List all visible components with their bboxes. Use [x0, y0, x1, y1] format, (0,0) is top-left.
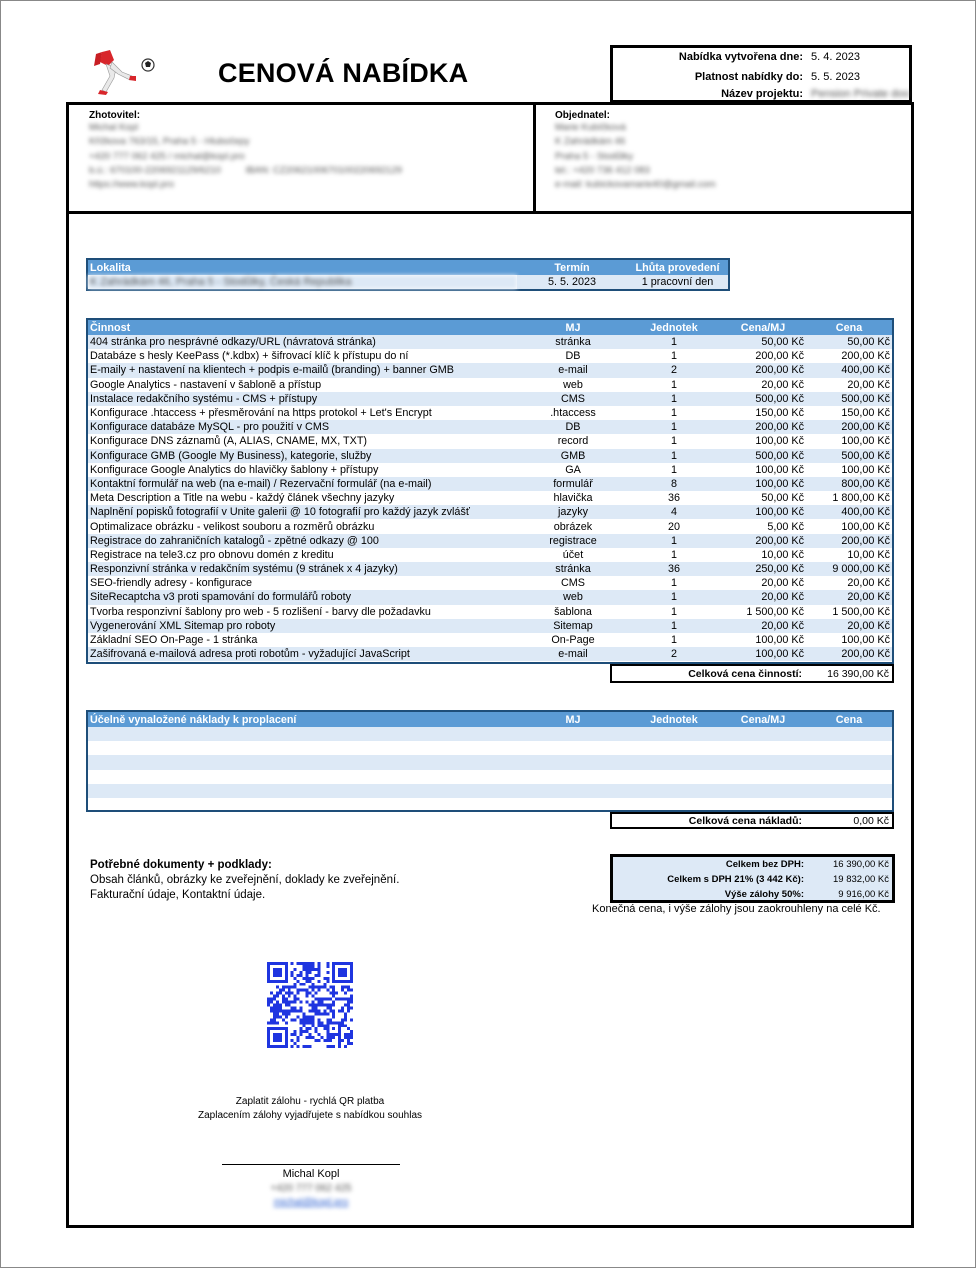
- activity-name: Optimalizace obrázku - velikost souboru a rozměrů obrázku: [88, 519, 518, 533]
- activities-header-unit: MJ: [518, 320, 628, 335]
- activity-qty: 1: [628, 420, 720, 434]
- contractor-heading: Zhotovitel:: [89, 110, 141, 121]
- customer-city: Praha 5 - Stodůlky: [555, 150, 634, 162]
- activity-unit: record: [518, 434, 628, 448]
- location-place: K Zahrádkám 46, Praha 5 - Stodůlky, Česká Republika: [87, 275, 517, 290]
- activity-row: [88, 378, 892, 392]
- costs-header-price: Cena: [806, 712, 892, 727]
- activity-price: 20,00 Kč: [806, 590, 892, 604]
- activity-unit-price: 50,00 Kč: [720, 491, 806, 505]
- document-title: CENOVÁ NABÍDKA: [218, 58, 469, 88]
- costs-empty-row: [88, 784, 892, 798]
- activity-unit-price: 100,00 Kč: [720, 463, 806, 477]
- project-label: Název projektu:: [721, 88, 803, 100]
- activity-unit-price: 200,00 Kč: [720, 349, 806, 363]
- activity-unit-price: 100,00 Kč: [720, 633, 806, 647]
- costs-total-box: [610, 812, 894, 829]
- valid-label: Platnost nabídky do:: [694, 71, 803, 83]
- activity-qty: 1: [628, 534, 720, 548]
- activity-unit-price: 10,00 Kč: [720, 548, 806, 562]
- activity-price: 100,00 Kč: [806, 463, 892, 477]
- activity-row: [88, 647, 892, 661]
- activity-unit-price: 200,00 Kč: [720, 363, 806, 377]
- activity-unit-price: 5,00 Kč: [720, 519, 806, 533]
- summary-deposit-value: 9 916,00 Kč: [838, 889, 889, 900]
- activity-name: Kontaktní formulář na web (na e-mail) / Rezervační formulář (na e-mail): [88, 477, 518, 491]
- activity-unit: stránka: [518, 335, 628, 349]
- activity-row: [88, 633, 892, 647]
- activity-name: Meta Description a Title na webu - každý článek všechny jazyky: [88, 491, 518, 505]
- activity-row: [88, 335, 892, 349]
- costs-total-value: 0,00 Kč: [853, 815, 889, 827]
- activity-unit: formulář: [518, 477, 628, 491]
- activity-unit-price: 1 500,00 Kč: [720, 605, 806, 619]
- activity-name: Konfigurace Google Analytics do hlavičky šablony + přístupy: [88, 463, 518, 477]
- activity-qty: 1: [628, 633, 720, 647]
- parties-bottom-line: [66, 211, 914, 214]
- activity-name: Naplnění popisků fotografií v Unite galerii @ 10 fotografií pro každý jazyk zvlášť: [88, 505, 518, 519]
- activity-name: 404 stránka pro nesprávné odkazy/URL (návratová stránka): [88, 335, 518, 349]
- signature-block: [222, 1168, 400, 1208]
- activity-unit-price: 20,00 Kč: [720, 378, 806, 392]
- activity-price: 9 000,00 Kč: [806, 562, 892, 576]
- location-term: 5. 5. 2023: [517, 275, 627, 290]
- location-header-deadline: Lhůta provedení: [627, 259, 729, 275]
- activities-total-box: [610, 664, 894, 683]
- summary-without-vat-value: 16 390,00 Kč: [833, 859, 889, 870]
- activity-unit-price: 100,00 Kč: [720, 647, 806, 661]
- customer-block: [555, 110, 716, 192]
- activity-row: [88, 392, 892, 406]
- activity-price: 100,00 Kč: [806, 633, 892, 647]
- activity-name: Registrace na tele3.cz pro obnovu domén z kreditu: [88, 548, 518, 562]
- activity-unit-price: 20,00 Kč: [720, 590, 806, 604]
- created-label: Nabídka vytvořena dne:: [678, 51, 803, 63]
- activity-name: Zašifrovaná e-mailová adresa proti robotům - vyžadující JavaScript: [88, 647, 518, 661]
- activity-price: 800,00 Kč: [806, 477, 892, 491]
- payment-qr-code[interactable]: [264, 962, 356, 1048]
- customer-email: e-mail: kubickovamarie40@gmail.com: [555, 179, 716, 191]
- activity-qty: 1: [628, 406, 720, 420]
- activity-qty: 1: [628, 463, 720, 477]
- activity-price: 400,00 Kč: [806, 363, 892, 377]
- activity-price: 200,00 Kč: [806, 647, 892, 661]
- activity-qty: 1: [628, 590, 720, 604]
- activity-name: Registrace do zahraničních katalogů - zpětné odkazy @ 100: [88, 534, 518, 548]
- activity-qty: 36: [628, 491, 720, 505]
- activities-header-name: Činnost: [88, 320, 518, 335]
- activities-total-value: 16 390,00 Kč: [827, 668, 889, 680]
- activity-price: 150,00 Kč: [806, 406, 892, 420]
- costs-empty-row: [88, 727, 892, 741]
- summary-without-vat-label: Celkem bez DPH:: [725, 859, 804, 870]
- activity-price: 50,00 Kč: [806, 335, 892, 349]
- activity-unit-price: 500,00 Kč: [720, 449, 806, 463]
- project-value: Pension Private doo: [811, 88, 910, 100]
- offer-meta-box: [610, 45, 912, 103]
- costs-table: [88, 712, 892, 798]
- activity-row: [88, 434, 892, 448]
- activity-row: [88, 477, 892, 491]
- activity-price: 200,00 Kč: [806, 349, 892, 363]
- activity-name: Tvorba responzivní šablony pro web - 5 rozlišení - barvy dle požadavku: [88, 605, 518, 619]
- contractor-bank: b.ú.: 670100-2206921129/6210: [89, 164, 221, 176]
- activity-unit: DB: [518, 420, 628, 434]
- costs-empty-row: [88, 755, 892, 769]
- qr-payment-text: Zaplatit zálohu - rychlá QR platba: [235, 1096, 385, 1107]
- activity-price: 200,00 Kč: [806, 534, 892, 548]
- activity-name: Základní SEO On-Page - 1 stránka: [88, 633, 518, 647]
- activity-unit: šablona: [518, 605, 628, 619]
- activity-unit: On-Page: [518, 633, 628, 647]
- activities-header-qty: Jednotek: [628, 320, 720, 335]
- activity-name: Databáze s hesly KeePass (*.kdbx) + šifrovací klíč k přístupu do ní: [88, 349, 518, 363]
- contractor-block: [89, 110, 402, 192]
- football-player-logo: [88, 46, 160, 96]
- documents-heading: Potřebné dokumenty + podklady:: [90, 859, 272, 871]
- activity-qty: 8: [628, 477, 720, 491]
- activity-row: [88, 562, 892, 576]
- activity-qty: 4: [628, 505, 720, 519]
- customer-phone: tel.: +420 736 412 083: [555, 164, 650, 176]
- activity-name: Instalace redakčního systému - CMS + přístupy: [88, 392, 518, 406]
- activity-row: [88, 590, 892, 604]
- activity-unit-price: 200,00 Kč: [720, 534, 806, 548]
- activity-name: Konfigurace .htaccess + přesměrování na https protokol + Let's Encrypt: [88, 406, 518, 420]
- activity-row: [88, 619, 892, 633]
- location-deadline: 1 pracovní den: [627, 275, 729, 290]
- activity-row: [88, 491, 892, 505]
- summary-with-vat-value: 19 832,00 Kč: [833, 874, 889, 885]
- activities-total-label: Celková cena činností:: [688, 668, 802, 680]
- activity-qty: 1: [628, 449, 720, 463]
- activity-price: 10,00 Kč: [806, 548, 892, 562]
- summary-deposit-label: Výše zálohy 50%:: [724, 889, 804, 900]
- rounding-note: Konečná cena, i výše zálohy jsou zaokrouhleny na celé Kč.: [592, 903, 881, 915]
- activity-unit: hlavička: [518, 491, 628, 505]
- activity-unit: jazyky: [518, 505, 628, 519]
- activity-name: Responzivní stránka v redakčním systému (9 stránek x 4 jazyky): [88, 562, 518, 576]
- activity-name: Konfigurace DNS záznamů (A, ALIAS, CNAME, MX, TXT): [88, 434, 518, 448]
- contractor-name: Michal Kopl: [89, 122, 139, 133]
- costs-header-unit: MJ: [518, 712, 628, 727]
- signature-phone: +420 777 062 425: [270, 1183, 352, 1194]
- activity-unit-price: 500,00 Kč: [720, 392, 806, 406]
- deposit-consent-text: Zaplacením zálohy vyjadřujete s nabídkou souhlas: [197, 1110, 423, 1121]
- documents-line-1: Obsah článků, obrázky ke zveřejnění, doklady ke zveřejnění.: [90, 874, 400, 886]
- activity-unit: stránka: [518, 562, 628, 576]
- price-summary-box: [610, 854, 895, 903]
- contractor-web: https://www.kopl.pro: [89, 179, 175, 191]
- summary-with-vat-label: Celkem s DPH 21% (3 442 Kč):: [667, 874, 804, 885]
- activity-unit: .htaccess: [518, 406, 628, 420]
- activities-header-price: Cena: [806, 320, 892, 335]
- activity-row: [88, 519, 892, 533]
- activity-qty: 1: [628, 619, 720, 633]
- costs-header-name: Účelně vynaložené náklady k proplacení: [88, 712, 518, 727]
- activity-qty: 1: [628, 378, 720, 392]
- contractor-bank-row: [89, 164, 402, 178]
- activity-row: [88, 420, 892, 434]
- location-table: [86, 258, 730, 291]
- activities-header-unit-price: Cena/MJ: [720, 320, 806, 335]
- customer-heading: Objednatel:: [555, 110, 611, 121]
- activity-qty: 2: [628, 647, 720, 661]
- activity-row: [88, 406, 892, 420]
- costs-header-unit-price: Cena/MJ: [720, 712, 806, 727]
- activity-unit-price: 250,00 Kč: [720, 562, 806, 576]
- activity-qty: 36: [628, 562, 720, 576]
- created-value: 5. 4. 2023: [811, 51, 860, 63]
- location-header-term: Termín: [517, 259, 627, 275]
- activity-qty: 1: [628, 576, 720, 590]
- costs-empty-row: [88, 770, 892, 784]
- signature-email[interactable]: michal@kopl.pro: [273, 1197, 349, 1208]
- activity-unit: GA: [518, 463, 628, 477]
- activities-table: [88, 320, 892, 661]
- activity-name: Vygenerování XML Sitemap pro roboty: [88, 619, 518, 633]
- activity-name: SiteRecaptcha v3 proti spamování do formulářů roboty: [88, 590, 518, 604]
- activity-price: 200,00 Kč: [806, 420, 892, 434]
- activity-qty: 1: [628, 548, 720, 562]
- activity-row: [88, 505, 892, 519]
- activity-unit: registrace: [518, 534, 628, 548]
- activity-unit-price: 100,00 Kč: [720, 505, 806, 519]
- valid-value: 5. 5. 2023: [811, 71, 860, 83]
- customer-street: K Zahrádkám 46: [555, 136, 626, 148]
- activity-price: 20,00 Kč: [806, 619, 892, 633]
- signature-name: Michal Kopl: [282, 1168, 340, 1180]
- activity-unit: e-mail: [518, 363, 628, 377]
- contractor-address: Křížkova 763/15, Praha 5 - Hlubočepy: [89, 136, 250, 148]
- location-header-place: Lokalita: [87, 259, 517, 275]
- activity-price: 500,00 Kč: [806, 449, 892, 463]
- activity-qty: 1: [628, 434, 720, 448]
- signature-line: [222, 1164, 400, 1165]
- activity-name: E-maily + nastavení na klientech + podpis e-mailů (branding) + banner GMB: [88, 363, 518, 377]
- costs-empty-row: [88, 741, 892, 755]
- activity-unit: obrázek: [518, 519, 628, 533]
- activity-row: [88, 449, 892, 463]
- activity-unit: účet: [518, 548, 628, 562]
- activity-name: SEO-friendly adresy - konfigurace: [88, 576, 518, 590]
- activity-row: [88, 576, 892, 590]
- customer-name: Marie Kubíčková: [555, 122, 626, 133]
- activity-unit: web: [518, 378, 628, 392]
- summary-with-vat-row: [613, 874, 892, 888]
- activity-qty: 1: [628, 349, 720, 363]
- activity-row: [88, 548, 892, 562]
- activity-price: 1 500,00 Kč: [806, 605, 892, 619]
- activity-unit: GMB: [518, 449, 628, 463]
- activity-unit: DB: [518, 349, 628, 363]
- activity-unit-price: 50,00 Kč: [720, 335, 806, 349]
- costs-total-label: Celková cena nákladů:: [688, 815, 802, 827]
- activity-name: Google Analytics - nastavení v šabloně a přístup: [88, 378, 518, 392]
- activity-unit-price: 100,00 Kč: [720, 477, 806, 491]
- activity-unit-price: 20,00 Kč: [720, 619, 806, 633]
- activity-price: 400,00 Kč: [806, 505, 892, 519]
- activity-unit-price: 20,00 Kč: [720, 576, 806, 590]
- activity-qty: 1: [628, 392, 720, 406]
- activity-price: 500,00 Kč: [806, 392, 892, 406]
- activity-qty: 2: [628, 363, 720, 377]
- contractor-iban: IBAN: CZ2062100670100220692129: [245, 164, 402, 176]
- activity-unit-price: 200,00 Kč: [720, 420, 806, 434]
- activity-name: Konfigurace GMB (Google My Business), kategorie, služby: [88, 449, 518, 463]
- activity-qty: 20: [628, 519, 720, 533]
- summary-without-vat-row: [613, 859, 892, 873]
- activity-qty: 1: [628, 335, 720, 349]
- contractor-contact: +420 777 062 425 / michal@kopl.pro: [89, 150, 245, 162]
- activity-unit: CMS: [518, 392, 628, 406]
- activity-price: 100,00 Kč: [806, 519, 892, 533]
- activity-unit-price: 150,00 Kč: [720, 406, 806, 420]
- activity-row: [88, 349, 892, 363]
- documents-line-2: Fakturační údaje, Kontaktní údaje.: [90, 889, 266, 901]
- activity-qty: 1: [628, 605, 720, 619]
- documents-block: [90, 858, 399, 903]
- activity-price: 100,00 Kč: [806, 434, 892, 448]
- activity-unit-price: 100,00 Kč: [720, 434, 806, 448]
- activity-row: [88, 363, 892, 377]
- activity-price: 1 800,00 Kč: [806, 491, 892, 505]
- activity-unit: e-mail: [518, 647, 628, 661]
- activity-unit: web: [518, 590, 628, 604]
- parties-divider: [533, 105, 536, 213]
- activity-row: [88, 534, 892, 548]
- summary-deposit-row: [613, 889, 892, 903]
- costs-header-qty: Jednotek: [628, 712, 720, 727]
- activity-price: 20,00 Kč: [806, 576, 892, 590]
- activity-name: Konfigurace databáze MySQL - pro použití v CMS: [88, 420, 518, 434]
- activity-row: [88, 605, 892, 619]
- activity-price: 20,00 Kč: [806, 378, 892, 392]
- activity-unit: Sitemap: [518, 619, 628, 633]
- activity-row: [88, 463, 892, 477]
- activity-unit: CMS: [518, 576, 628, 590]
